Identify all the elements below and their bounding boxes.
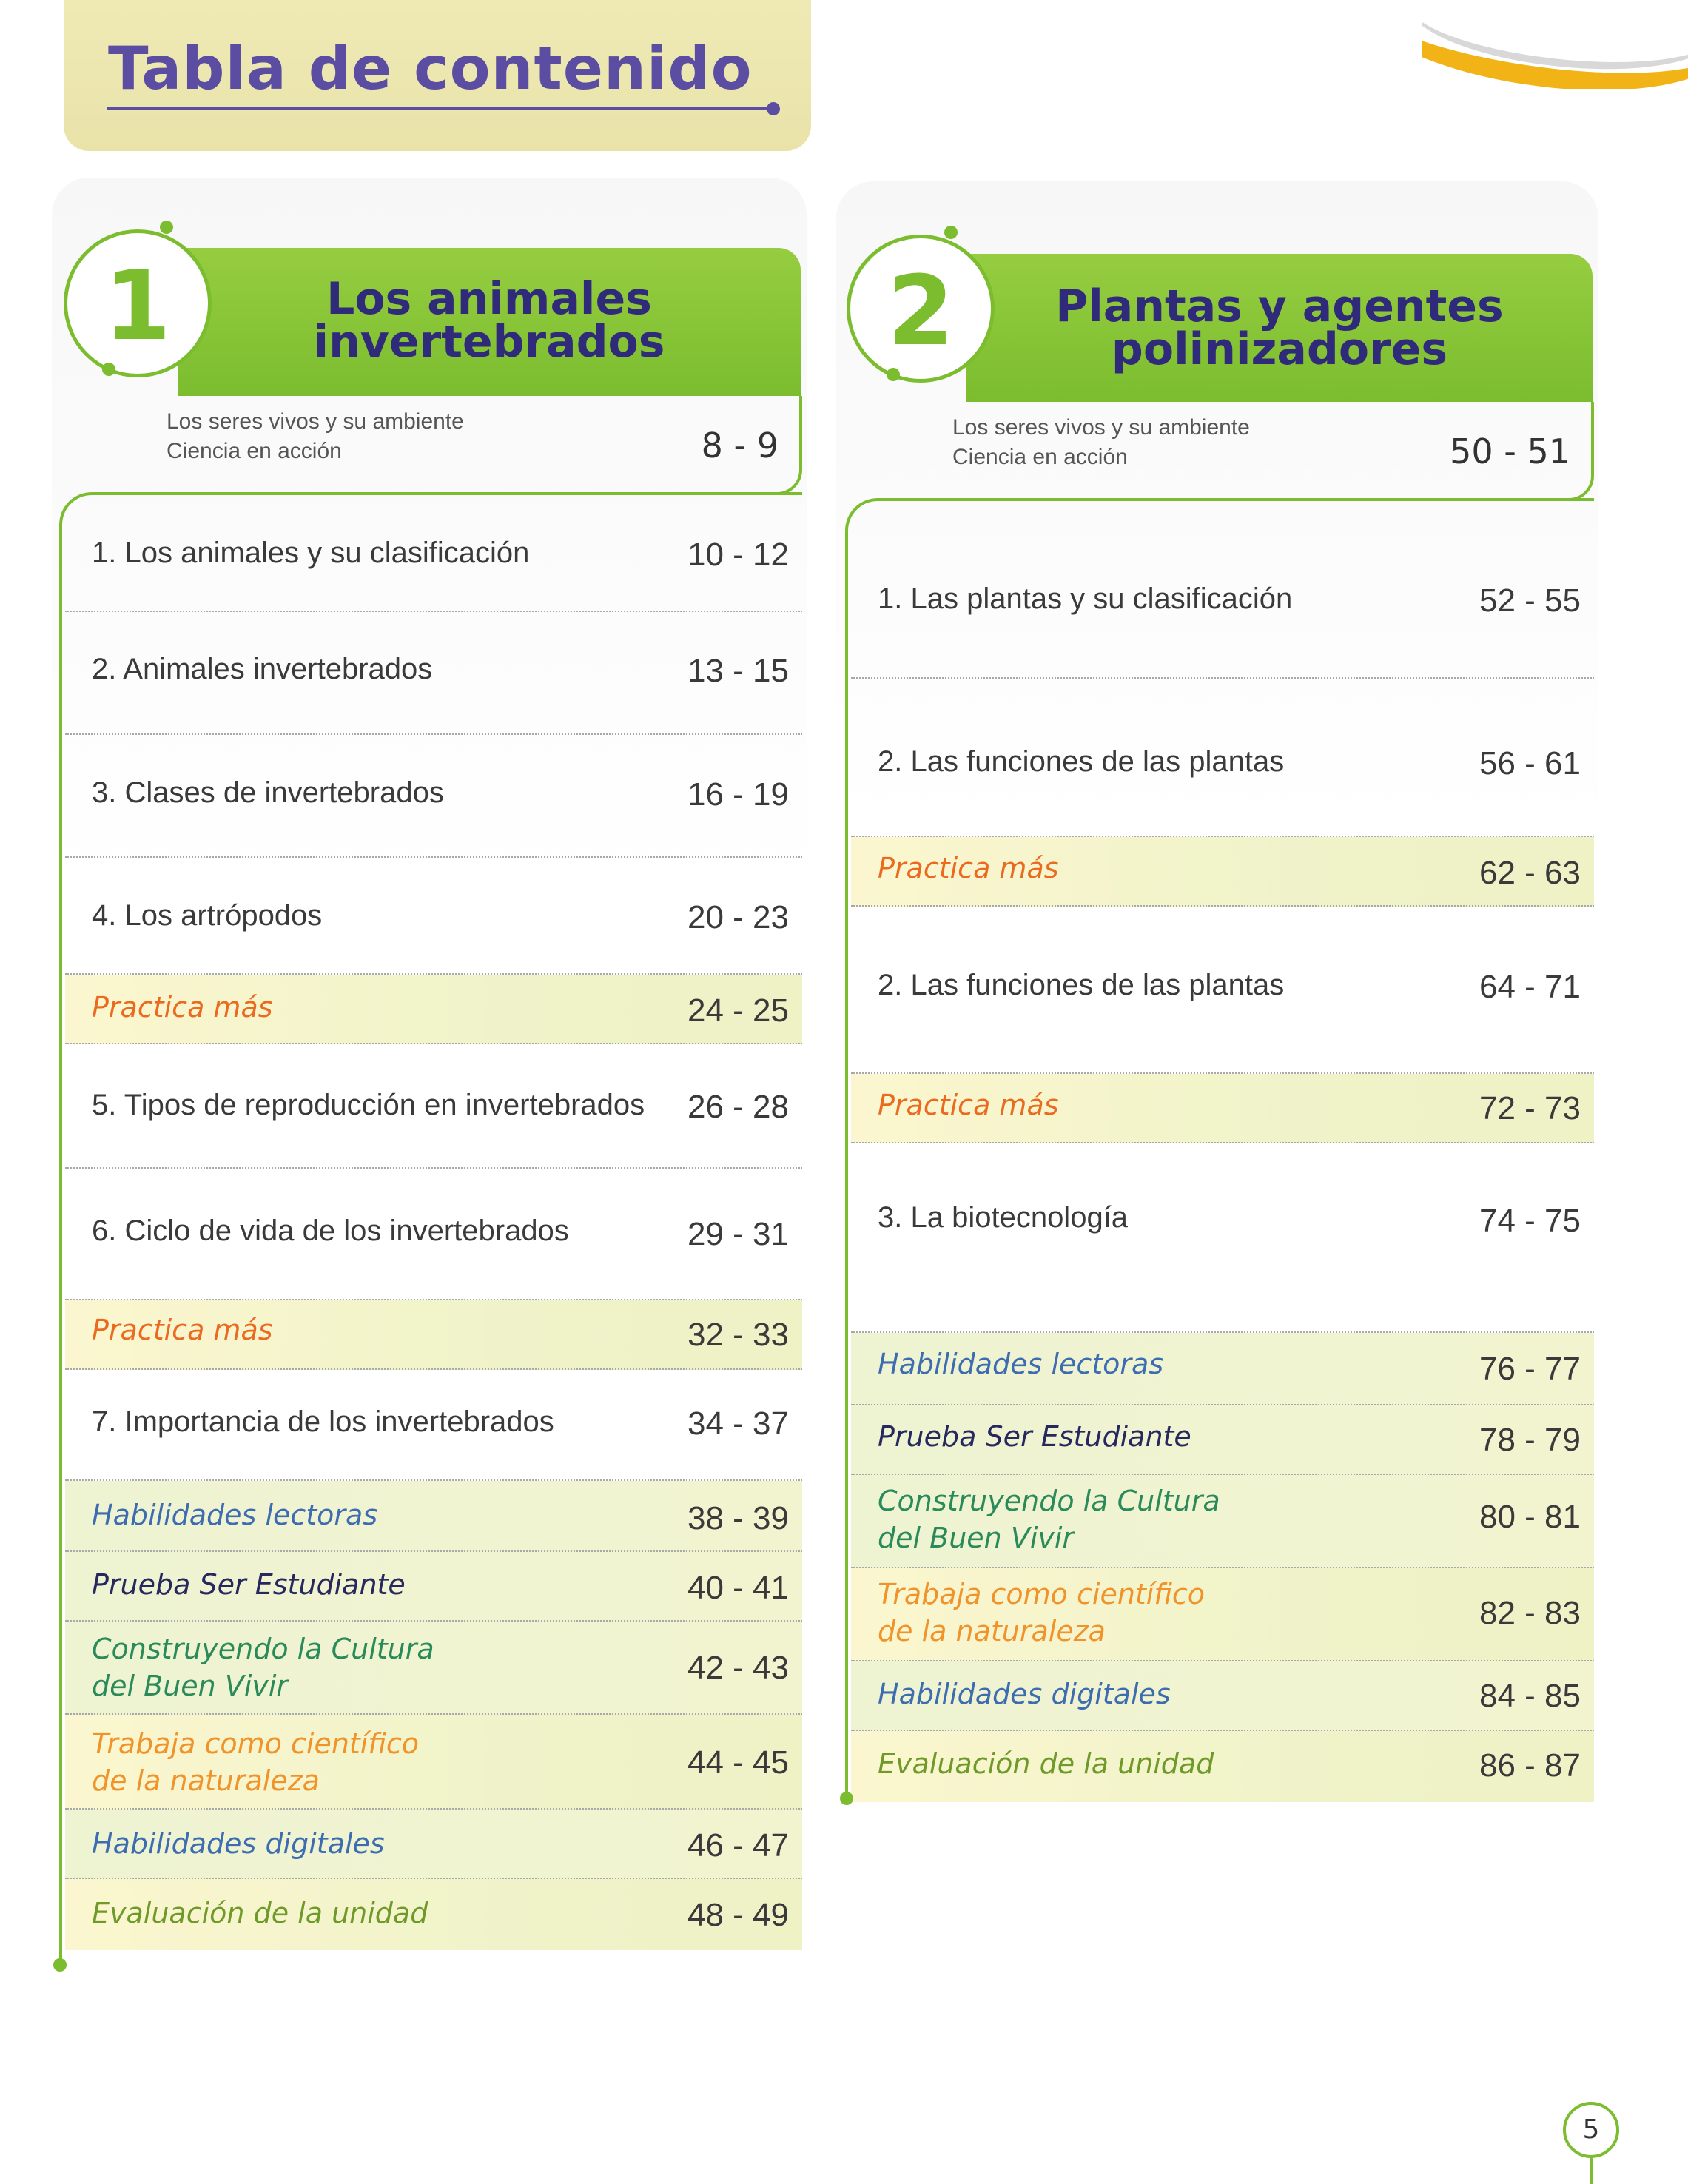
toc-row[interactable] bbox=[65, 1370, 802, 1481]
toc-pages: 44 - 45 bbox=[687, 1744, 789, 1781]
unit-1-intro-pages: 8 - 9 bbox=[701, 426, 779, 466]
toc-label: 5. Tipos de reproducción en invertebrados bbox=[92, 1089, 645, 1121]
unit-2-intro bbox=[881, 402, 1594, 501]
toc-label: Habilidades digitales bbox=[92, 1827, 385, 1860]
toc-row[interactable] bbox=[65, 858, 802, 975]
title-underline bbox=[107, 107, 771, 110]
unit-1-intro bbox=[96, 396, 802, 495]
toc-row-practice[interactable] bbox=[65, 1300, 802, 1370]
toc-pages: 78 - 79 bbox=[1479, 1422, 1581, 1458]
toc-pages: 74 - 75 bbox=[1479, 1203, 1581, 1239]
toc-pages: 40 - 41 bbox=[687, 1570, 789, 1606]
toc-label-line1: Construyendo la Cultura bbox=[878, 1485, 1220, 1517]
toc-pages: 34 - 37 bbox=[687, 1405, 789, 1442]
toc-label: 7. Importancia de los invertebrados bbox=[92, 1405, 554, 1438]
toc-pages: 32 - 33 bbox=[687, 1317, 789, 1353]
toc-row[interactable] bbox=[65, 1622, 802, 1715]
unit-2-banner bbox=[966, 254, 1593, 402]
toc-label: Practica más bbox=[92, 991, 273, 1024]
toc-pages: 86 - 87 bbox=[1479, 1747, 1581, 1784]
toc-row[interactable] bbox=[851, 1333, 1594, 1405]
toc-row[interactable] bbox=[851, 516, 1594, 679]
toc-label: 1. Los animales y su clasificación bbox=[92, 537, 530, 569]
unit-1 bbox=[52, 178, 807, 1969]
toc-label-line1: Trabaja como científico bbox=[878, 1578, 1206, 1610]
toc-pages: 42 - 43 bbox=[687, 1650, 789, 1686]
toc-row-practice[interactable] bbox=[65, 975, 802, 1044]
toc-row[interactable] bbox=[851, 679, 1594, 837]
toc-row[interactable] bbox=[851, 1568, 1594, 1661]
toc-row[interactable] bbox=[65, 1481, 802, 1552]
toc-label: Habilidades digitales bbox=[878, 1678, 1171, 1710]
toc-row[interactable] bbox=[65, 612, 802, 735]
toc-row[interactable] bbox=[851, 907, 1594, 1074]
toc-row-practice[interactable] bbox=[851, 1074, 1594, 1143]
unit-2-number-badge bbox=[847, 235, 995, 383]
unit-1-intro-line1: Los seres vivos y su ambiente bbox=[167, 409, 464, 434]
toc-pages: 80 - 81 bbox=[1479, 1499, 1581, 1535]
page-number-stem bbox=[1590, 2158, 1593, 2184]
unit-2-number: 2 bbox=[887, 255, 955, 367]
toc-label-line2: de la naturaleza bbox=[92, 1764, 320, 1797]
page-number: 5 bbox=[1563, 2102, 1619, 2158]
toc-label: 3. La biotecnología bbox=[878, 1201, 1129, 1234]
unit-2-intro-pages: 50 - 51 bbox=[1450, 431, 1570, 471]
unit-1-number-badge bbox=[64, 229, 212, 377]
toc-pages: 64 - 71 bbox=[1479, 969, 1581, 1005]
toc-pages: 48 - 49 bbox=[687, 1897, 789, 1933]
toc-label-line1: Construyendo la Cultura bbox=[92, 1633, 434, 1665]
toc-pages: 20 - 23 bbox=[687, 899, 789, 935]
toc-row[interactable] bbox=[65, 1879, 802, 1950]
toc-pages: 76 - 77 bbox=[1479, 1351, 1581, 1387]
toc-label-line2: del Buen Vivir bbox=[92, 1670, 289, 1702]
toc-label: 4. Los artrópodos bbox=[92, 899, 323, 932]
toc-pages: 29 - 31 bbox=[687, 1216, 789, 1252]
toc-label: Prueba Ser Estudiante bbox=[92, 1568, 406, 1601]
toc-pages: 84 - 85 bbox=[1479, 1678, 1581, 1714]
toc-row[interactable] bbox=[65, 1715, 802, 1810]
unit-2-intro-line2: Ciencia en acción bbox=[952, 445, 1128, 469]
toc-label: Habilidades lectoras bbox=[878, 1348, 1164, 1380]
corner-decoration bbox=[1422, 0, 1688, 89]
toc-row[interactable] bbox=[851, 1405, 1594, 1475]
toc-pages: 52 - 55 bbox=[1479, 582, 1581, 619]
toc-label: 1. Las plantas y su clasificación bbox=[878, 582, 1293, 615]
toc-pages: 13 - 15 bbox=[687, 653, 789, 689]
toc-label: Prueba Ser Estudiante bbox=[878, 1420, 1191, 1453]
unit-2-title-line1: Plantas y agentes bbox=[1055, 280, 1504, 332]
unit-2-badge-dot-top bbox=[944, 226, 958, 239]
toc-label: Practica más bbox=[878, 852, 1059, 884]
toc-row[interactable] bbox=[65, 1169, 802, 1300]
toc-row[interactable] bbox=[65, 1552, 802, 1622]
unit-1-list bbox=[59, 492, 802, 1968]
title-underline-dot bbox=[767, 102, 780, 115]
unit-2-badge-dot-bottom bbox=[887, 368, 900, 381]
toc-label: 6. Ciclo de vida de los invertebrados bbox=[92, 1214, 569, 1247]
toc-pages: 46 - 47 bbox=[687, 1827, 789, 1864]
toc-row[interactable] bbox=[65, 510, 802, 612]
unit-1-banner bbox=[178, 248, 801, 396]
toc-row-practice[interactable] bbox=[851, 837, 1594, 907]
unit-1-badge-dot-top bbox=[160, 221, 173, 234]
unit-1-badge-dot-bottom bbox=[102, 363, 115, 376]
unit-1-title-line1: Los animales bbox=[326, 273, 652, 325]
toc-row[interactable] bbox=[65, 735, 802, 858]
toc-label-line2: del Buen Vivir bbox=[878, 1522, 1075, 1554]
toc-pages: 82 - 83 bbox=[1479, 1595, 1581, 1631]
unit-1-title-line2: invertebrados bbox=[313, 316, 665, 368]
toc-pages: 24 - 25 bbox=[687, 992, 789, 1029]
unit-1-intro-line2: Ciencia en acción bbox=[167, 439, 342, 463]
toc-row[interactable] bbox=[851, 1143, 1594, 1333]
toc-row[interactable] bbox=[65, 1810, 802, 1879]
toc-pages: 72 - 73 bbox=[1479, 1090, 1581, 1126]
toc-label: 3. Clases de invertebrados bbox=[92, 776, 444, 809]
toc-row[interactable] bbox=[851, 1661, 1594, 1731]
page-title: Tabla de contenido bbox=[108, 34, 753, 103]
unit-2-list bbox=[845, 498, 1594, 1804]
toc-label: 2. Animales invertebrados bbox=[92, 653, 433, 685]
toc-label: 2. Las funciones de las plantas bbox=[878, 969, 1285, 1001]
toc-pages: 16 - 19 bbox=[687, 776, 789, 813]
toc-label: 2. Las funciones de las plantas bbox=[878, 745, 1285, 778]
toc-row[interactable] bbox=[851, 1475, 1594, 1568]
unit-2 bbox=[836, 181, 1598, 1810]
toc-pages: 10 - 12 bbox=[687, 537, 789, 573]
toc-label: Evaluación de la unidad bbox=[92, 1897, 428, 1929]
unit-2-intro-line1: Los seres vivos y su ambiente bbox=[952, 415, 1250, 440]
unit-2-list-end-dot bbox=[840, 1792, 853, 1805]
toc-label-line2: de la naturaleza bbox=[878, 1615, 1106, 1647]
toc-label: Practica más bbox=[878, 1089, 1059, 1121]
title-box bbox=[64, 0, 811, 151]
unit-1-number: 1 bbox=[104, 249, 172, 362]
unit-1-list-end-dot bbox=[53, 1958, 67, 1972]
toc-label-line1: Trabaja como científico bbox=[92, 1727, 420, 1760]
toc-pages: 56 - 61 bbox=[1479, 745, 1581, 782]
toc-label: Practica más bbox=[92, 1314, 273, 1346]
toc-pages: 38 - 39 bbox=[687, 1500, 789, 1536]
unit-2-title-line2: polinizadores bbox=[1111, 323, 1448, 375]
toc-label: Evaluación de la unidad bbox=[878, 1747, 1214, 1780]
toc-label: Habilidades lectoras bbox=[92, 1499, 378, 1531]
toc-row[interactable] bbox=[65, 1044, 802, 1169]
toc-pages: 26 - 28 bbox=[687, 1089, 789, 1125]
toc-row[interactable] bbox=[851, 1731, 1594, 1802]
toc-pages: 62 - 63 bbox=[1479, 855, 1581, 891]
